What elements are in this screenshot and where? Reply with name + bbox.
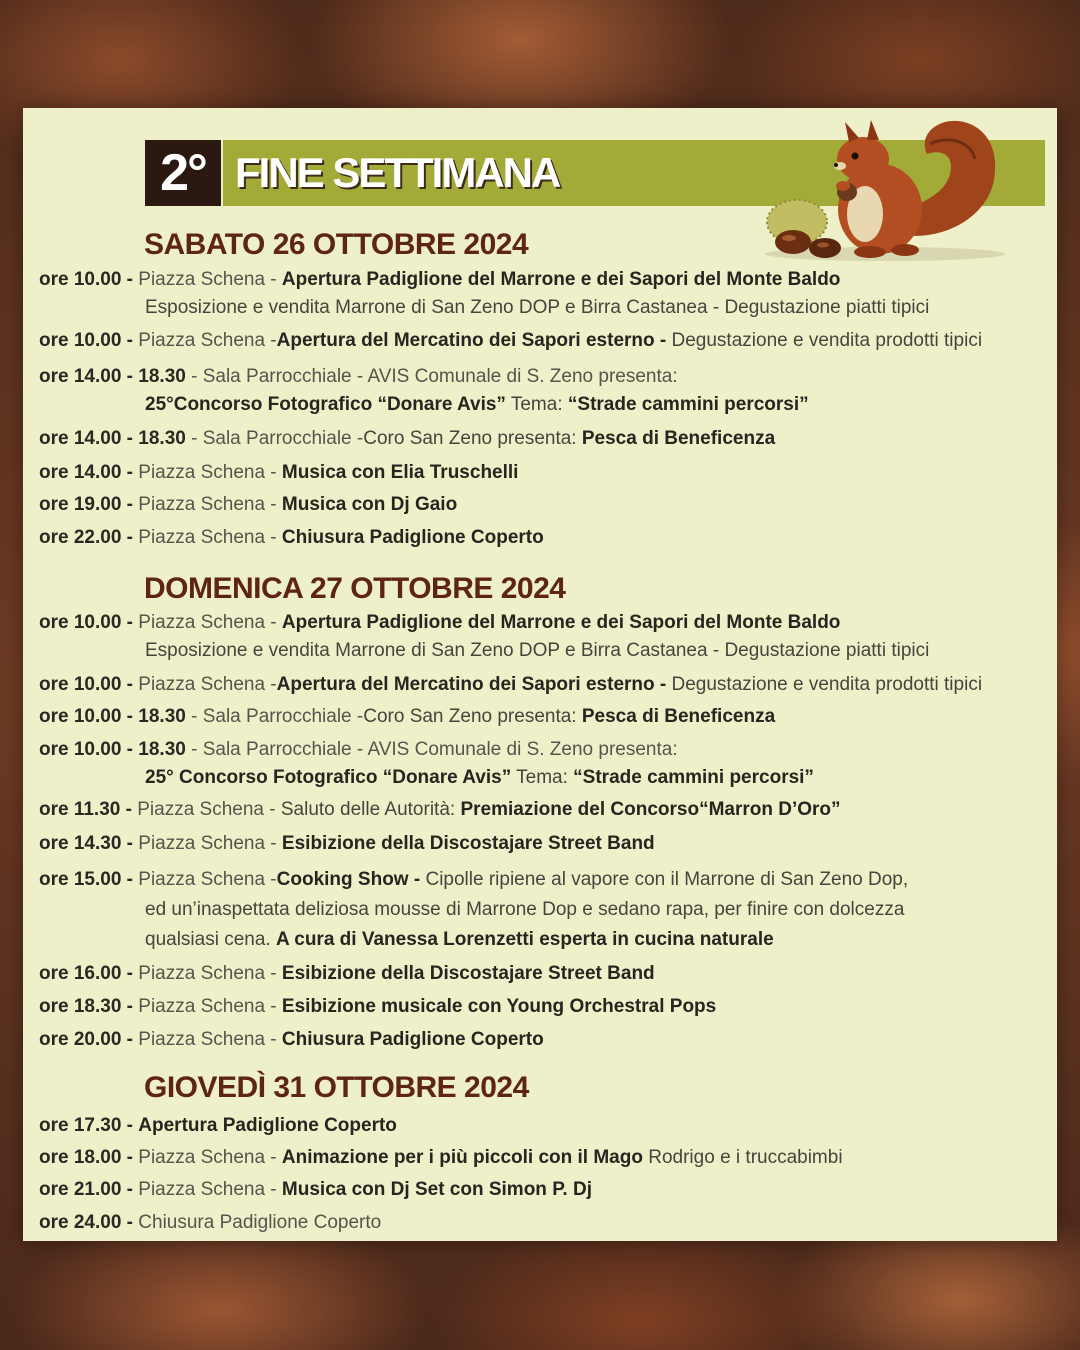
row-place: Piazza Schena - (131, 799, 281, 820)
chef-credit: A cura di Vanessa Lorenzetti esperta in cucina naturale (275, 929, 774, 950)
row-continuation: Esposizione e vendita Marrone di San Zeno DOP e Birra Castanea - Degustazione piatti tipici (145, 297, 930, 318)
schedule-row (39, 705, 1049, 729)
row-time: ore 10.00 - (39, 674, 133, 695)
schedule-row (39, 1114, 1049, 1138)
row-detail: Coro San Zeno presenta: (363, 706, 582, 727)
row-detail: Rodrigo e i truccabimbi (642, 1147, 843, 1168)
row-time: ore 10.00 - (39, 269, 133, 290)
row-place: Piazza Schena - (133, 1147, 282, 1168)
banner-title: FINE SETTIMANA (235, 149, 560, 196)
row-detail: Saluto delle Autorità: (280, 799, 461, 820)
row-place: Piazza Schena - (133, 674, 277, 695)
row-place: Piazza Schena - (133, 996, 282, 1017)
row-place: Piazza Schena - (133, 494, 282, 515)
row-place: Piazza Schena - (133, 869, 277, 890)
row-event: Chiusura Padiglione Coperto (281, 1029, 544, 1050)
row-time: ore 20.00 - (39, 1029, 133, 1050)
schedule-row (39, 493, 1049, 517)
schedule-row (39, 868, 1049, 892)
row-time: ore 15.00 - (39, 869, 133, 890)
row-continuation (145, 766, 814, 790)
schedule-row (39, 526, 1049, 550)
row-time: ore 10.00 - (39, 330, 133, 351)
day-title-saturday: SABATO 26 OTTOBRE 2024 (144, 228, 529, 261)
row-time: ore 19.00 - (39, 494, 133, 515)
schedule-row (39, 611, 1049, 635)
row-continuation: Esposizione e vendita Marrone di San Zeno DOP e Birra Castanea - Degustazione piatti tipici (145, 640, 930, 661)
schedule-row (39, 1146, 1049, 1170)
contest-theme: “Strade cammini percorsi” (573, 767, 814, 788)
row-place: Piazza Schena - (133, 1029, 282, 1050)
row-event: Apertura Padiglione Coperto (138, 1115, 397, 1136)
row-continuation: ed un’inaspettata deliziosa mousse di Marrone Dop e sedano rapa, per finire con dolcezza (145, 899, 905, 920)
row-place: - Sala Parrocchiale - AVIS Comunale di S. Zeno presenta: (185, 366, 678, 387)
row-detail: Degustazione e vendita prodotti tipici (666, 674, 983, 695)
row-event: Esibizione della Discostajare Street Band (281, 833, 655, 854)
row-place: Piazza Schena - (133, 963, 282, 984)
row-place: Piazza Schena - (133, 269, 282, 290)
row-time: ore 14.00 - (39, 462, 133, 483)
squirrel-illustration (745, 114, 1015, 264)
row-event: Apertura del Mercatino dei Sapori esterno - (276, 674, 667, 695)
schedule-row (39, 738, 1049, 762)
row-event: Esibizione musicale con Young Orchestral Pops (281, 996, 717, 1017)
contest-title: 25°Concorso Fotografico “Donare Avis” (145, 394, 506, 415)
schedule-row (39, 995, 1049, 1019)
row-time: ore 11.30 - (39, 799, 132, 820)
schedule-row (39, 427, 1049, 451)
row-detail: Cipolle ripiene al vapore con il Marrone di San Zeno Dop, (420, 869, 909, 890)
schedule-row (39, 268, 1049, 292)
row-event: Pesca di Beneficenza (581, 706, 776, 727)
row-place: - Sala Parrocchiale - (185, 706, 364, 727)
row-time: ore 10.00 - 18.30 (39, 706, 186, 727)
row-time: ore 10.00 - 18.30 (39, 739, 186, 760)
schedule-row (39, 461, 1049, 485)
row-event: Animazione per i più piccoli con il Mago (281, 1147, 643, 1168)
row-event: Musica con Elia Truschelli (281, 462, 519, 483)
row-time: ore 14.00 - 18.30 (39, 366, 186, 387)
row-place: Piazza Schena - (133, 527, 282, 548)
row-time: ore 14.00 - 18.30 (39, 428, 186, 449)
row-time: ore 24.00 - (39, 1212, 133, 1233)
row-event: Musica con Dj Set con Simon P. Dj (281, 1179, 592, 1200)
day-title-thursday: GIOVEDÌ 31 OTTOBRE 2024 (144, 1071, 529, 1104)
row-event: Pesca di Beneficenza (581, 428, 776, 449)
row-time: ore 14.30 - (39, 833, 133, 854)
row-place: Piazza Schena - (133, 1179, 282, 1200)
row-event: Apertura del Mercatino dei Sapori esterno - (276, 330, 667, 351)
weekend-number: 2° (145, 140, 221, 206)
row-time: ore 18.00 - (39, 1147, 133, 1168)
contest-theme-label: Tema: (511, 767, 574, 788)
schedule-row (39, 1028, 1049, 1052)
schedule-row (39, 798, 1049, 822)
row-place: Piazza Schena - (133, 833, 282, 854)
schedule-row (39, 962, 1049, 986)
row-detail: qualsiasi cena. (145, 929, 276, 950)
day-title-sunday: DOMENICA 27 OTTOBRE 2024 (144, 572, 566, 605)
row-place: Piazza Schena - (133, 612, 282, 633)
row-event: Premiazione del Concorso“Marron D’Oro” (460, 799, 841, 820)
row-place: Piazza Schena - (133, 330, 277, 351)
row-time: ore 10.00 - (39, 612, 133, 633)
row-time: ore 17.30 - (39, 1115, 133, 1136)
row-event: Chiusura Padiglione Coperto (281, 527, 544, 548)
row-place: Chiusura Padiglione Coperto (133, 1212, 382, 1233)
schedule-row (39, 1211, 1049, 1235)
row-event: Esibizione della Discostajare Street Band (281, 963, 655, 984)
row-event: Musica con Dj Gaio (281, 494, 458, 515)
row-time: ore 21.00 - (39, 1179, 133, 1200)
schedule-row (39, 673, 1049, 697)
row-detail: Coro San Zeno presenta: (363, 428, 582, 449)
contest-theme-label: Tema: (505, 394, 568, 415)
schedule-row (39, 1178, 1049, 1202)
row-place: Piazza Schena - (133, 462, 282, 483)
row-time: ore 18.30 - (39, 996, 133, 1017)
row-time: ore 22.00 - (39, 527, 133, 548)
contest-title: 25° Concorso Fotografico “Donare Avis” (145, 767, 512, 788)
event-poster (23, 108, 1057, 1241)
schedule-row (39, 832, 1049, 856)
row-continuation (145, 393, 809, 417)
row-place: - Sala Parrocchiale - (185, 428, 364, 449)
contest-theme: “Strade cammini percorsi” (567, 394, 809, 415)
schedule-row (39, 329, 1049, 353)
row-place: - Sala Parrocchiale - AVIS Comunale di S. Zeno presenta: (185, 739, 678, 760)
row-event: Apertura Padiglione del Marrone e dei Sapori del Monte Baldo (281, 612, 841, 633)
row-continuation (145, 928, 774, 952)
row-time: ore 16.00 - (39, 963, 133, 984)
row-event: Apertura Padiglione del Marrone e dei Sapori del Monte Baldo (281, 269, 841, 290)
row-event: Cooking Show - (276, 869, 421, 890)
schedule-row (39, 365, 1049, 389)
row-detail: Degustazione e vendita prodotti tipici (666, 330, 983, 351)
